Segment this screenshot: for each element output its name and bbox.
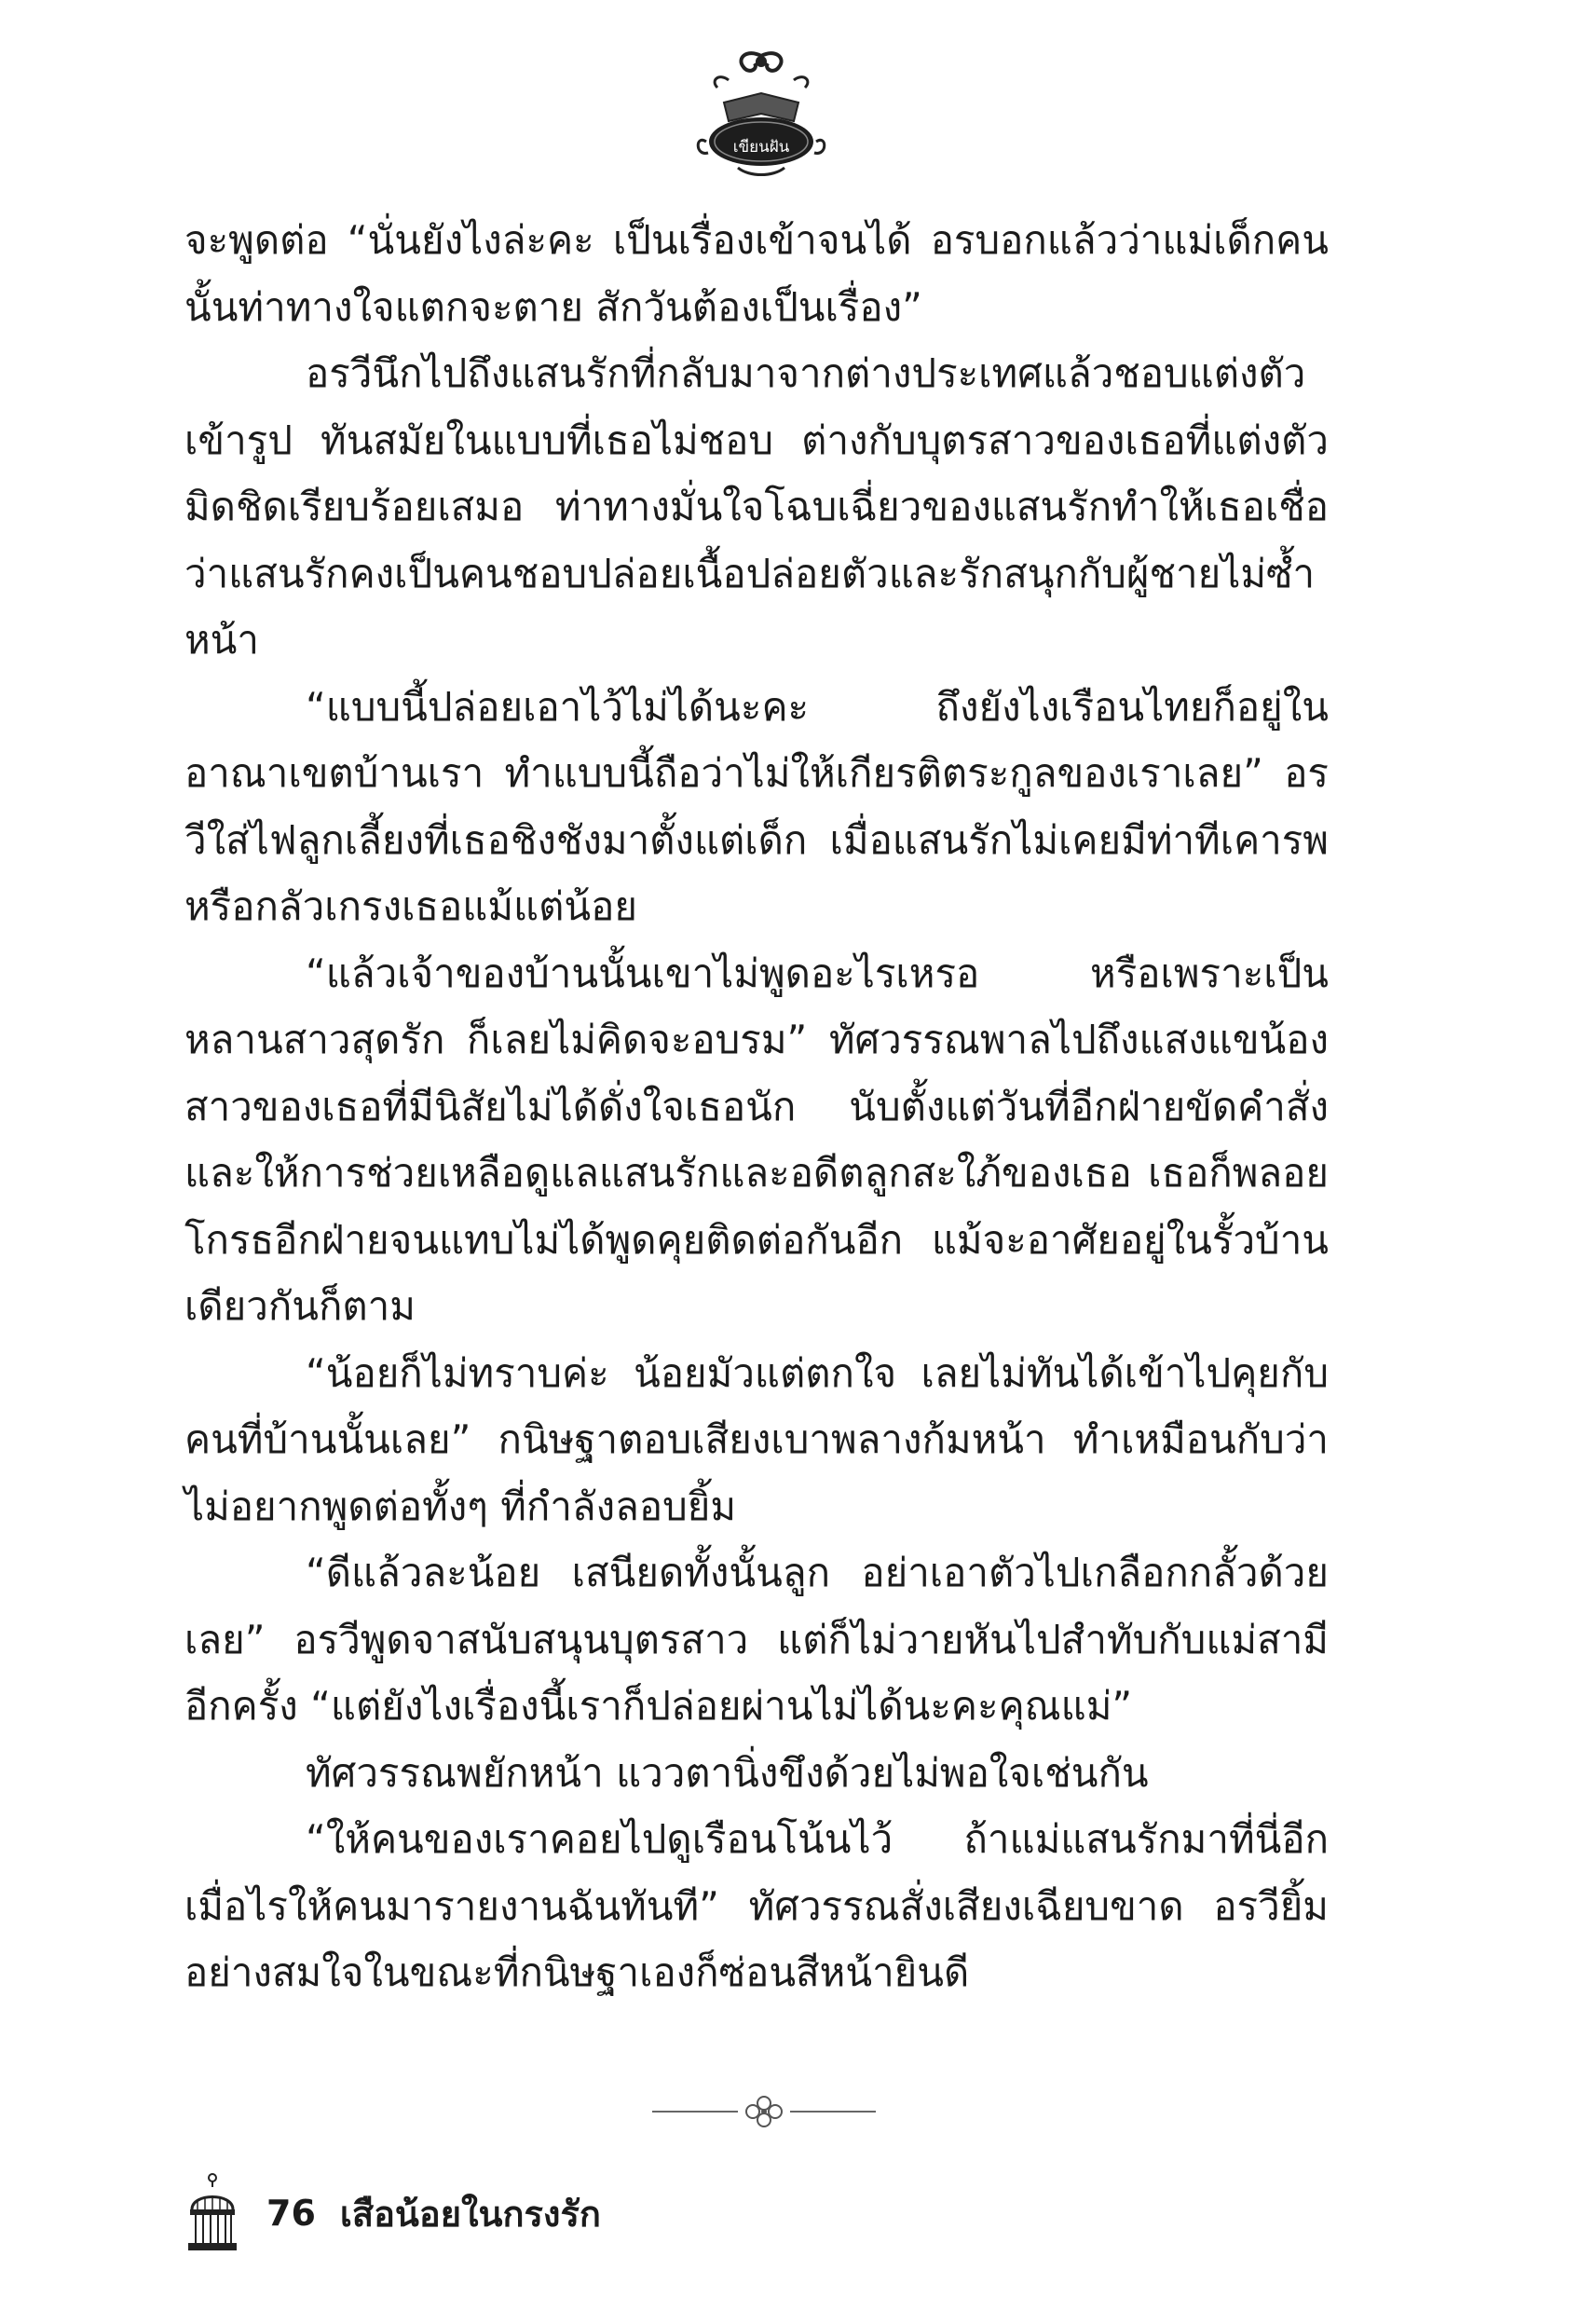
paragraph: “น้อยก็ไม่ทราบค่ะ น้อยมัวแต่ตกใจ เลยไม่ทันได้เข้าไปคุยกับคนที่บ้านนั้นเลย” กนิษฐาตอบเสียงเบาพลางก้มหน้า ทำเหมือนกับว่าไม่อยากพูดต่อทั้งๆ ที่กำลังลอบยิ้ม	[184, 1349, 1329, 1529]
book-title: เสือน้อยในกรงรัก	[339, 2193, 601, 2235]
paragraph: “ดีแล้วละน้อย เสนียดทั้งนั้นลูก อย่าเอาตัวไปเกลือกกลั้วด้วยเลย” อรวีพูดจาสนับสนุนบุตรสาว แต่ก็ไม่วายหันไปสำทับกับแม่สามีอีกครั้ง “แต่ยังไงเรื่องนี้เราก็ปล่อยผ่านไม่ได้นะคะคุณแม่”	[184, 1550, 1329, 1729]
birdcage-icon	[184, 2172, 240, 2254]
body-text	[184, 207, 1329, 2006]
paragraph: “แบบนี้ปล่อยเอาไว้ไม่ได้นะคะ ถึงยังไงเรือนไทยก็อยู่ในอาณาเขตบ้านเรา ทำแบบนี้ถือว่าไม่ให้เกียรติตระกูลของเราเลย” อรวีใส่ไฟลูกเลี้ยงที่เธอชิงชังมาตั้งแต่เด็ก เมื่อแสนรักไม่เคยมีท่าทีเคารพหรือกลัวเกรงเธอแม้แต่น้อย	[184, 683, 1329, 929]
paragraph: ทัศวรรณพยักหน้า แววตานิ่งขึงด้วยไม่พอใจเช่นกัน	[306, 1749, 1149, 1796]
paragraph: จะพูดต่อ “นั่นยังไงล่ะคะ เป็นเรื่องเข้าจนได้ อรบอกแล้วว่าแม่เด็กคนนั้นท่าทางใจแตกจะตาย สักวันต้องเป็นเรื่อง”	[184, 217, 1329, 330]
paragraph: “ให้คนของเราคอยไปดูเรือนโน้นไว้ ถ้าแม่แสนรักมาที่นี่อีกเมื่อไรให้คนมารายงานฉันทันที” ทัศวรรณสั่งเสียงเฉียบขาด อรวียิ้มอย่างสมใจในขณะที่กนิษฐาเองก็ซ่อนสีหน้ายินดี	[184, 1816, 1329, 1995]
page-number: 76	[266, 2193, 316, 2234]
page-footer	[184, 2171, 601, 2255]
paragraph: อรวีนึกไปถึงแสนรักที่กลับมาจากต่างประเทศแล้วชอบแต่งตัวเข้ารูป ทันสมัยในแบบที่เธอไม่ชอบ ต่างกับบุตรสาวของเธอที่แต่งตัวมิดชิดเรียบร้อยเสมอ ท่าทางมั่นใจโฉบเฉี่ยวของแสนรักทำให้เธอเชื่อว่าแสนรักคงเป็นคนชอบปล่อยเนื้อปล่อยตัวและรักสนุกกับผู้ชายไม่ซ้ำหน้า	[184, 350, 1329, 663]
ornate-crest-icon	[691, 48, 831, 179]
paragraph: “แล้วเจ้าของบ้านนั้นเขาไม่พูดอะไรเหรอ หรือเพราะเป็นหลานสาวสุดรัก ก็เลยไม่คิดจะอบรม” ทัศวรรณพาลไปถึงแสงแขน้องสาวของเธอที่มีนิสัยไม่ได้ดั่งใจเธอนัก นับตั้งแต่วันที่อีกฝ่ายขัดคำสั่งและให้การช่วยเหลือดูแลแสนรักและอดีตลูกสะใภ้ของเธอ เธอก็พลอยโกรธอีกฝ่ายจนแทบไม่ได้พูดคุยติดต่อกันอีก แม้จะอาศัยอยู่ในรั้วบ้านเดียวกันก็ตาม	[184, 950, 1329, 1329]
ornament-divider-icon	[652, 2093, 876, 2130]
emblem-label: เขียนฝัน	[732, 138, 790, 157]
